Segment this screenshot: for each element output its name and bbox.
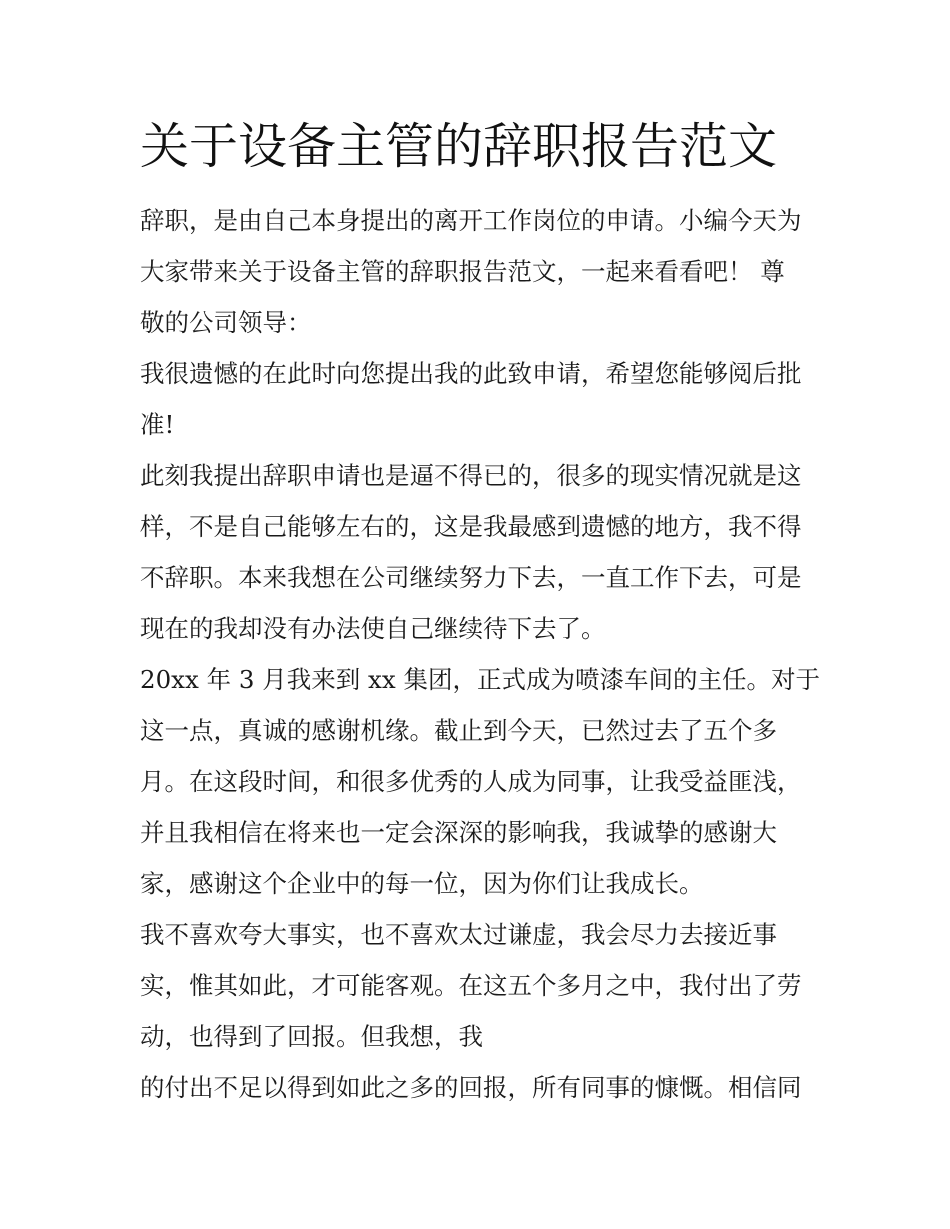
text-line: 准!: [140, 410, 175, 439]
text-line: 实，惟其如此，才可能客观。在这五个多月之中，我付出了劳: [140, 971, 802, 1000]
text-line: 这一点，真诚的感谢机缘。截止到今天，已然过去了五个多: [140, 716, 777, 745]
text-line: 的付出不足以得到如此之多的回报，所有同事的慷慨。相信同: [140, 1073, 802, 1102]
text-line: 家，感谢这个企业中的每一位，因为你们让我成长。: [140, 869, 704, 898]
text-line: 20xx 年 3 月我来到 xx 集团，正式成为喷漆车间的主任。对于: [140, 665, 820, 694]
text-line: 辞职，是由自己本身提出的离开工作岗位的申请。小编今天为: [140, 206, 802, 235]
text-line: 不辞职。本来我想在公司继续努力下去，一直工作下去，可是: [140, 563, 802, 592]
text-line: 大家带来关于设备主管的辞职报告范文，一起来看看吧！ 尊: [140, 257, 785, 286]
text-line: 样，不是自己能够左右的，这是我最感到遗憾的地方，我不得: [140, 512, 802, 541]
text-line: 现在的我却没有办法使自己继续待下去了。: [140, 614, 606, 643]
text-line: 动，也得到了回报。但我想，我: [140, 1022, 483, 1051]
text-line: 此刻我提出辞职申请也是逼不得已的，很多的现实情况就是这: [140, 461, 802, 490]
document-title: 关于设备主管的辞职报告范文: [140, 118, 778, 175]
text-line: 敬的公司领导：: [140, 308, 312, 337]
text-line: 我不喜欢夸大事实，也不喜欢太过谦虚，我会尽力去接近事: [140, 920, 777, 949]
text-line: 我很遗憾的在此时向您提出我的此致申请，希望您能够阅后批: [140, 359, 802, 388]
text-line: 月。在这段时间，和很多优秀的人成为同事，让我受益匪浅，: [140, 767, 802, 796]
text-line: 并且我相信在将来也一定会深深的影响我，我诚挚的感谢大: [140, 818, 777, 847]
